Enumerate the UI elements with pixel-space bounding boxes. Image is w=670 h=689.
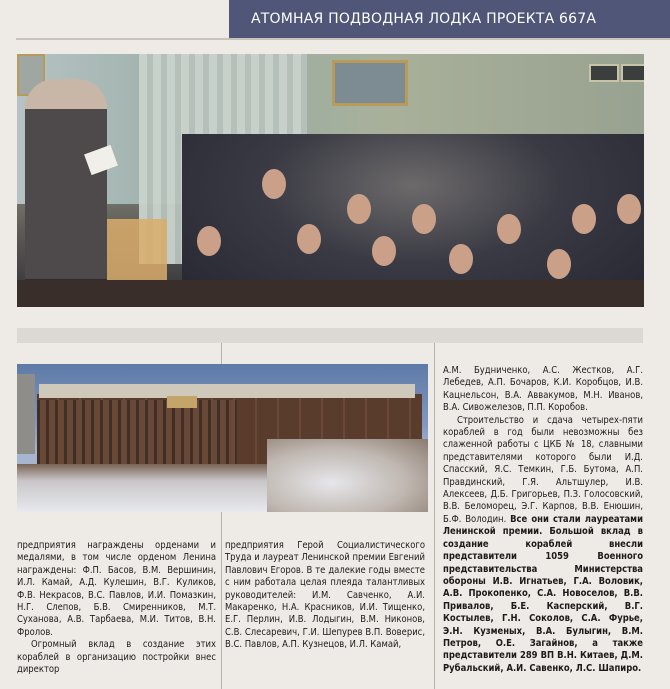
header-rule [16,38,670,40]
photo-tower [17,374,35,454]
photo-head [197,226,221,256]
photo-table [17,280,644,307]
photo-building-facade [37,400,237,470]
paragraph [443,415,643,676]
photo-head [262,169,286,199]
text-column-3 [443,365,643,675]
meeting-hall-photo [17,54,644,307]
photo-head [547,249,571,279]
shipyard-building-photo [17,364,428,512]
photo-head [347,194,371,224]
photo-speaker [25,79,107,307]
photo-head [412,204,436,234]
paragraph: предприятия Герой Социалистического Труда и лауреат Ленинской премии Евгений Павлович Егоров. В те далекие годы вместе с ним работала целая плеяда талантливых руководителей: И.М. Савченко, А.И. Макаренко, Н.А. Красников, И.И. Тищенко, Е.Г. Перлин, И.В. Лодыгин, В.М. Никонов, С.В. Слесаревич, Г.И. Шепурев В.П. Воверис, В.С. Павлов, А.П. Кузнецов, И.Л. Камай, [225,540,425,651]
text-column-2 [225,540,425,652]
column-rule [434,343,435,689]
photo-head [497,214,521,244]
paragraph-text: Строительство и сдача четырех-пяти кораблей в год были невозможны без слаженной работы с ЦКБ № 18, славными представителями которого были И.Д. Спасский, Я.С. Темкин, Г.Б. Бутома, А.П. Правдинский, Г.Я. Альтшулер, И.В. Алексеев, Д.Б. Григорьев, П.З. Голосовский, В.В. Беломорец, Э.Г. Карпов, В.В. Енюшин, Б.Ф. Володин. [443,414,643,525]
photo-emblem [167,396,197,408]
paragraph-bold-text: Все они стали лауреатами Ленинской премии. Большой вклад в создание кораблей внесли представители 1059 Военного представительства Министерства обороны И.В. Игнатьев, Г.А. Воловик, А.В. Прокопенко, С.А. Новоселов, В.В. Привалов, Б.Е. Касперский, В.Г. Костылев, Г.Н. Соколов, С.А. Фурье, Э.Н. Кузменых, В.А. Булыгин, В.М. Петров, О.Е. Загайнов, а также представители 289 ВП В.Н. Китаев, Д.М. Рубальский, А.И. Савенко, Л.С. Шапиро. [443,513,643,674]
photo-head [449,244,473,274]
photo-painting [332,60,408,106]
paragraph: А.М. Будниченко, А.С. Жестков, А.Г. Лебедев, А.П. Бочаров, К.И. Коробцов, И.В. Кацнельсон, В.А. Аввакумов, М.Н. Иванов, В.А. Сивожелезов, П.П. Коробов. [443,365,643,414]
section-divider [17,328,643,343]
running-header-title: АТОМНАЯ ПОДВОДНАЯ ЛОДКА ПРОЕКТА 667А [251,11,597,27]
photo-head [572,204,596,234]
photo-head [617,194,641,224]
paragraph: Огромный вклад в создание этих кораблей в организацию постройки внес директор [17,639,216,676]
photo-head [297,224,321,254]
photo-head [372,236,396,266]
text-column-1 [17,540,216,676]
photo-roof [39,384,415,398]
photo-window [589,64,619,82]
photo-frosted-trees [267,439,428,512]
paragraph: предприятия награждены орденами и медалями, в том числе орденом Ленина награждены: Ф.П. Басов, В.М. Вершинин, И.Л. Камай, А.Д. Кулешин, В.Г. Куликов, Ф.В. Некрасов, В.С. Павлов, И.И. Помазкин, Н.Г. Слепов, Б.В. Смиренников, М.Т. Суханова, А.В. Тарбаева, М.И. Титов, В.Н. Фролов. [17,540,216,638]
photo-window [621,64,644,82]
